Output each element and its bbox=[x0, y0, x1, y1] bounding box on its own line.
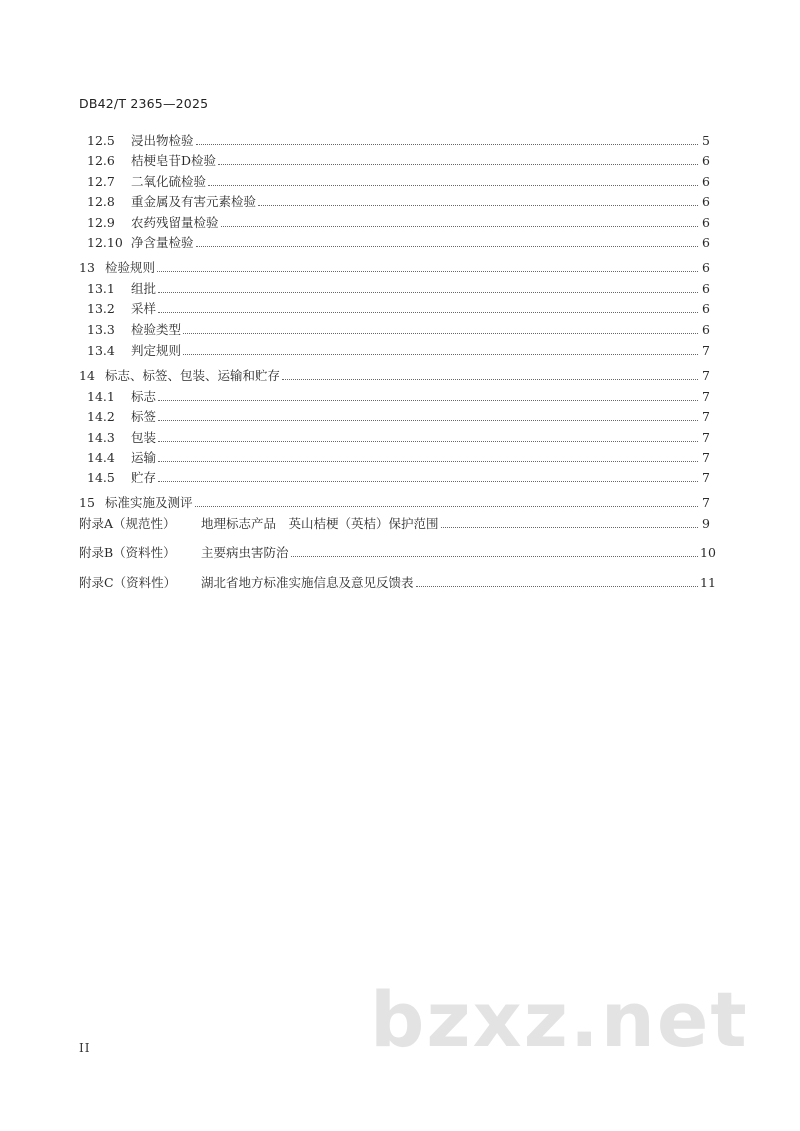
standard-code: DB42/T 2365—2025 bbox=[79, 96, 209, 111]
toc-dot-leader bbox=[282, 378, 698, 380]
toc-entry[interactable] bbox=[87, 467, 710, 487]
toc-entry-title: 检验规则 bbox=[105, 260, 156, 275]
toc-dot-leader bbox=[221, 225, 698, 227]
toc-entry-title: 标志 bbox=[131, 389, 157, 404]
toc-dot-leader bbox=[158, 291, 698, 293]
toc-entry[interactable] bbox=[87, 427, 710, 447]
toc-entry-title: 组批 bbox=[131, 281, 157, 296]
toc-dot-leader bbox=[183, 332, 698, 334]
toc-entry-number: 12.8 bbox=[87, 193, 115, 209]
toc-dot-leader bbox=[416, 585, 698, 587]
toc-entry-number: 14 bbox=[79, 367, 95, 383]
toc-entry-page: 11 bbox=[700, 574, 716, 590]
page-number: II bbox=[79, 1041, 91, 1055]
toc-entry-number: 13.1 bbox=[87, 280, 115, 296]
toc-entry-number: 14.2 bbox=[87, 408, 115, 424]
toc-dot-leader bbox=[157, 270, 698, 272]
toc-entry-number: 15 bbox=[79, 494, 95, 510]
toc-entry[interactable] bbox=[87, 191, 710, 211]
toc-dot-leader bbox=[208, 184, 698, 186]
toc-entry-page: 7 bbox=[702, 388, 710, 404]
toc-entry-title: 主要病虫害防治 bbox=[201, 545, 289, 560]
toc-entry[interactable] bbox=[79, 542, 716, 562]
toc-entry-page: 6 bbox=[702, 234, 710, 250]
toc-entry-page: 6 bbox=[702, 321, 710, 337]
toc-entry-page: 6 bbox=[702, 300, 710, 316]
toc-entry-page: 9 bbox=[702, 515, 710, 531]
toc-entry[interactable] bbox=[79, 492, 710, 512]
toc-entry-title: 农药残留量检验 bbox=[131, 215, 219, 230]
toc-entry-number: 13.2 bbox=[87, 300, 115, 316]
toc-dot-leader bbox=[196, 143, 698, 145]
toc-entry-title: 浸出物检验 bbox=[131, 133, 194, 148]
toc-entry-title: 湖北省地方标准实施信息及意见反馈表 bbox=[201, 575, 414, 590]
toc-entry-page: 7 bbox=[702, 367, 710, 383]
toc-entry-page: 6 bbox=[702, 214, 710, 230]
toc-entry-title: 重金属及有害元素检验 bbox=[131, 194, 257, 209]
toc-entry-title: 地理标志产品 英山桔梗（英桔）保护范围 bbox=[201, 516, 439, 531]
toc-dot-leader bbox=[258, 204, 698, 206]
toc-entry[interactable] bbox=[87, 406, 710, 426]
toc-entry-page: 6 bbox=[702, 193, 710, 209]
toc-entry-number: 13.3 bbox=[87, 321, 115, 337]
toc-entry-title: 二氧化硫检验 bbox=[131, 174, 207, 189]
toc-entry[interactable] bbox=[79, 365, 710, 385]
toc-entry-number: 14.1 bbox=[87, 388, 115, 404]
toc-entry[interactable] bbox=[87, 386, 710, 406]
toc-dot-leader bbox=[158, 399, 698, 401]
toc-entry[interactable] bbox=[87, 447, 710, 467]
toc-entry-page: 10 bbox=[700, 544, 716, 560]
toc-entry[interactable] bbox=[87, 278, 710, 298]
toc-dot-leader bbox=[195, 505, 698, 507]
toc-entry-title: 运输 bbox=[131, 450, 157, 465]
toc-entry-page: 7 bbox=[702, 342, 710, 358]
toc-entry-number: 12.7 bbox=[87, 173, 115, 189]
toc-entry[interactable] bbox=[87, 212, 710, 232]
toc-entry-number: 附录C（资料性） bbox=[79, 575, 177, 590]
toc-entry-number: 14.3 bbox=[87, 429, 115, 445]
toc-entry-number: 附录A（规范性） bbox=[79, 516, 176, 531]
toc-entry-number: 12.6 bbox=[87, 152, 115, 168]
toc-entry-number: 12.10 bbox=[87, 234, 123, 250]
toc-entry[interactable] bbox=[87, 319, 710, 339]
toc-entry-title: 标准实施及测评 bbox=[105, 495, 193, 510]
toc-dot-leader bbox=[291, 555, 698, 557]
toc-dot-leader bbox=[158, 311, 698, 313]
toc-entry-number: 附录B（资料性） bbox=[79, 545, 176, 560]
toc-entry-title: 包装 bbox=[131, 430, 157, 445]
toc-entry-number: 13 bbox=[79, 259, 95, 275]
toc-entry[interactable] bbox=[87, 298, 710, 318]
toc-entry[interactable] bbox=[79, 572, 716, 592]
toc-entry-title: 检验类型 bbox=[131, 322, 182, 337]
toc-entry-title: 净含量检验 bbox=[131, 235, 194, 250]
toc-entry-page: 7 bbox=[702, 408, 710, 424]
toc-entry-title: 标签 bbox=[131, 409, 157, 424]
toc-entry-page: 7 bbox=[702, 469, 710, 485]
toc-dot-leader bbox=[158, 460, 698, 462]
toc-entry-page: 6 bbox=[702, 259, 710, 275]
toc-entry[interactable] bbox=[79, 257, 710, 277]
toc-entry-title: 贮存 bbox=[131, 470, 157, 485]
toc-entry-number: 13.4 bbox=[87, 342, 115, 358]
toc-entry-title: 判定规则 bbox=[131, 343, 182, 358]
toc-entry-number: 14.4 bbox=[87, 449, 115, 465]
toc-dot-leader bbox=[158, 440, 698, 442]
toc-entry[interactable] bbox=[79, 513, 710, 533]
toc-entry-title: 标志、标签、包装、运输和贮存 bbox=[105, 368, 281, 383]
toc-entry-page: 6 bbox=[702, 152, 710, 168]
toc-dot-leader bbox=[218, 163, 698, 165]
toc-entry[interactable] bbox=[87, 171, 710, 191]
toc-dot-leader bbox=[158, 419, 698, 421]
toc-entry-number: 14.5 bbox=[87, 469, 115, 485]
toc-entry[interactable] bbox=[87, 340, 710, 360]
toc-entry-number: 12.5 bbox=[87, 132, 115, 148]
toc-dot-leader bbox=[158, 480, 698, 482]
toc-entry-page: 6 bbox=[702, 173, 710, 189]
toc-dot-leader bbox=[196, 245, 698, 247]
toc-entry[interactable] bbox=[87, 130, 710, 150]
toc-dot-leader bbox=[183, 353, 698, 355]
toc-entry[interactable] bbox=[87, 150, 710, 170]
toc-entry[interactable] bbox=[87, 232, 710, 252]
toc-entry-page: 7 bbox=[702, 449, 710, 465]
toc-entry-title: 采样 bbox=[131, 301, 157, 316]
watermark: bzxz.net bbox=[370, 975, 749, 1064]
toc-entry-title: 桔梗皂苷D检验 bbox=[131, 153, 217, 168]
toc-entry-page: 5 bbox=[702, 132, 710, 148]
toc-entry-page: 6 bbox=[702, 280, 710, 296]
toc-entry-page: 7 bbox=[702, 494, 710, 510]
toc-dot-leader bbox=[441, 526, 698, 528]
toc-entry-page: 7 bbox=[702, 429, 710, 445]
toc-entry-number: 12.9 bbox=[87, 214, 115, 230]
